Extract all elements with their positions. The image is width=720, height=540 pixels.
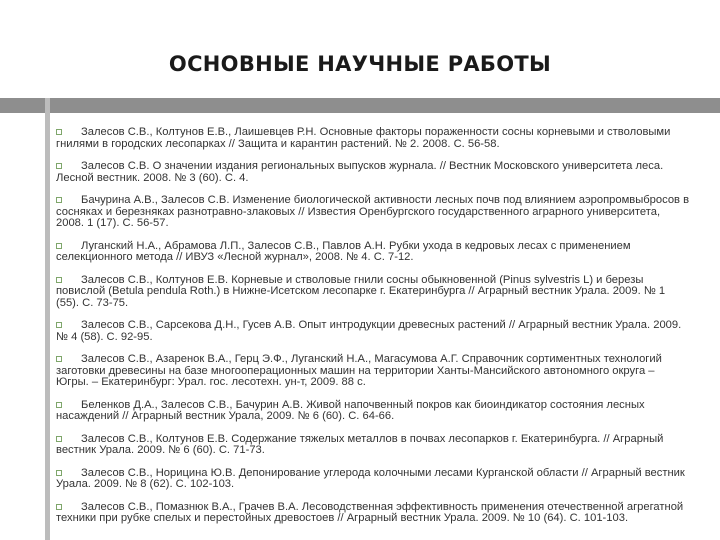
square-bullet-icon: [56, 277, 62, 283]
square-bullet-icon: [56, 356, 62, 362]
page-title: ОСНОВНЫЕ НАУЧНЫЕ РАБОТЫ: [168, 52, 552, 76]
publication-item: [56, 241, 690, 264]
publication-item: [56, 195, 690, 230]
publication-item: [56, 502, 690, 525]
publication-text: Залесов С.В., Норицина Ю.В. Депонирование углерода колочными лесами Курганской области // Аграрный вестник Урала. 2009. № 8 (62). С. 102-103.: [56, 466, 685, 490]
publication-item: [56, 434, 690, 457]
publication-item: [56, 400, 690, 423]
square-bullet-icon: [56, 436, 62, 442]
publication-text: Залесов С.В., Сарсекова Д.Н., Гусев А.В. Опыт интродукции древесных растений // Аграрный вестник Урала. 2009. № 4 (58). С. 92-95.: [56, 319, 682, 343]
header-band-left: [0, 98, 45, 113]
square-bullet-icon: [56, 243, 62, 249]
square-bullet-icon: [56, 197, 62, 203]
publication-item: [56, 468, 690, 491]
publication-text: Залесов С.В., Колтунов Е.В. Содержание тяжелых металлов в почвах лесопарков г. Екатеринбурга. // Аграрный вестник Урала. 2009. № 6 (60). С. 71-73.: [56, 432, 664, 456]
publication-item: [56, 161, 690, 184]
publication-item: [56, 127, 690, 150]
publication-text: Залесов С.В. О значении издания региональных выпусков журнала. // Вестник Московского университета леса. Лесной вестник. 2008. № 3 (60). С. 4.: [56, 160, 664, 184]
publication-item: [56, 320, 690, 343]
publication-text: Залесов С.В., Помазнюк В.А., Грачев В.А. Лесоводственная эффективность применения отечественной агрегатной техники при рубке спелых и перестойных древостоев // Аграрный вестник Урала. 2009. № 10 (64). С. 101-103.: [56, 500, 684, 524]
publication-list: [56, 127, 690, 536]
publication-text: Залесов С.В., Азаренок В.А., Герц Э.Ф., Луганский Н.А., Магасумова А.Г. Справочник сортиментных технологий заготовки древесины на базе многооперационных машин на территории Ханты-Мансийского автономного округа – Югры. – Екатеринбург: Урал. гос. лесотехн. ун-т, 2009. 88 с.: [56, 353, 662, 388]
square-bullet-icon: [56, 402, 62, 408]
square-bullet-icon: [56, 322, 62, 328]
publication-text: Бачурина А.В., Залесов С.В. Изменение биологической активности лесных почв под влиянием аэропромвыбросов в сосняках и березняках разнотравно-злаковых // Известия Оренбургского государственного аграрного университета, 2008. 1 (17). С. 56-57.: [56, 194, 690, 229]
publication-text: Беленков Д.А., Залесов С.В., Бачурин А.В. Живой напочвенный покров как биоиндикатор состояния лесных насаждений // Аграрный вестник Урала, 2009. № 6 (60). С. 64-66.: [56, 398, 645, 422]
square-bullet-icon: [56, 504, 62, 510]
publication-text: Залесов С.В., Колтунов Е.В. Корневые и стволовые гнили сосны обыкновенной (Pinus sylvestris L) и березы повислой (Betula pendula Roth.) в Нижне-Исетском лесопарке г. Екатеринбурга // Аграрный вестник Урала. 2009. № 1 (55). С. 73-75.: [56, 273, 666, 309]
vertical-accent-bar: [45, 98, 50, 540]
publication-item: [56, 354, 690, 389]
square-bullet-icon: [56, 129, 62, 135]
square-bullet-icon: [56, 163, 62, 169]
square-bullet-icon: [56, 470, 62, 476]
header-band-right: [50, 98, 720, 113]
publication-text: Залесов С.В., Колтунов Е.В., Лаишевцев Р.Н. Основные факторы пораженности сосны корневыми и стволовыми гнилями в городских лесопарках // Защита и карантин растений. № 2. 2008. С. 56-58.: [56, 126, 671, 150]
publication-text: Луганский Н.А., Абрамова Л.П., Залесов С.В., Павлов А.Н. Рубки ухода в кедровых лесах с применением селекционного метода // ИВУЗ «Лесной журнал», 2008. № 4. С. 7-12.: [56, 239, 631, 263]
publication-item: [56, 275, 690, 310]
